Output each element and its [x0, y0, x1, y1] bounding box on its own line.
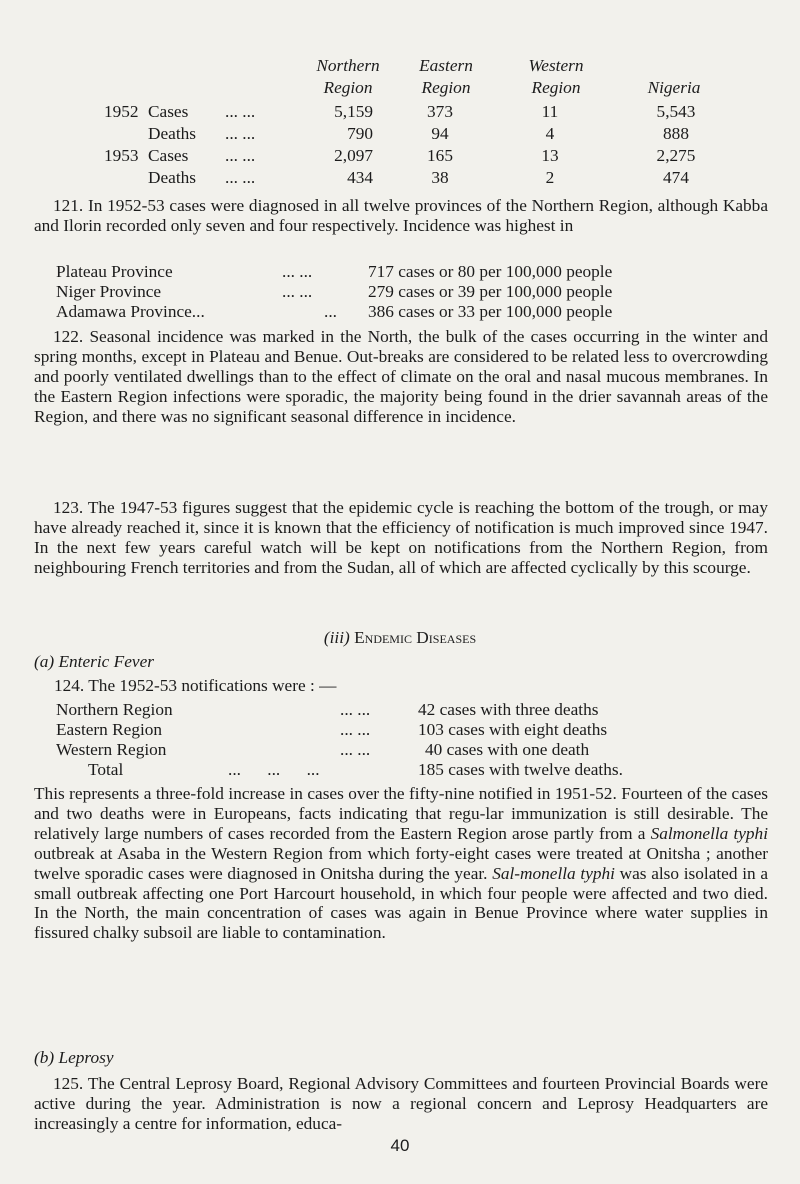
section-heading-title: Endemic Diseases [354, 628, 477, 647]
list-item [0, 302, 800, 322]
paragraph-125 [34, 1074, 768, 1134]
cell-western: 13 [541, 146, 559, 165]
paragraph-124-body [34, 784, 768, 943]
row-label: Cases [148, 146, 189, 165]
province-leader-dots: ... ... [282, 262, 313, 281]
row-leader-dots: ... ... [225, 146, 256, 165]
cell-eastern: 38 [431, 168, 449, 187]
row-leader-dots: ... ... [225, 102, 256, 121]
region-stat: 185 cases with twelve deaths. [418, 760, 623, 779]
col-header-western-line1: Western [528, 56, 584, 75]
row-leader-dots: ... ... [225, 124, 256, 143]
province-leader-dots: ... ... [282, 282, 313, 301]
organism-name: Salmonella typhi [650, 823, 769, 843]
list-item [0, 262, 800, 282]
paragraph-121-text: 121. In 1952-53 cases were diagnosed in all twelve provinces of the Northern Region, although Kabba and Ilorin recorded only seven and four respectively. Incidence was highest in [34, 196, 768, 235]
section-heading [0, 628, 800, 648]
subsection-b-title: Leprosy [58, 1048, 114, 1067]
cell-eastern: 165 [427, 146, 453, 165]
row-label: Deaths [148, 168, 196, 187]
province-stat: 386 cases or 33 per 100,000 people [368, 302, 613, 321]
cell-northern: 2,097 [334, 146, 373, 165]
list-item [0, 700, 800, 720]
cell-northern: 5,159 [334, 102, 373, 121]
table-row [0, 146, 800, 166]
cell-northern: 434 [347, 168, 373, 187]
cell-nigeria: 2,275 [656, 146, 696, 165]
region-stat: 42 cases with three deaths [418, 700, 599, 719]
list-item [0, 720, 800, 740]
cell-eastern: 94 [431, 124, 449, 143]
region-stat: 40 cases with one death [425, 740, 590, 759]
col-header-western-line2: Region [531, 78, 581, 97]
region-leader-dots: ... ... [340, 720, 371, 739]
province-stat: 279 cases or 39 per 100,000 people [368, 282, 613, 301]
subsection-heading-a [34, 652, 154, 672]
paragraph-121 [34, 196, 768, 236]
cell-nigeria: 888 [663, 124, 689, 143]
province-name: Plateau Province [56, 262, 173, 281]
province-name: Adamawa Province... [56, 302, 205, 321]
col-header-eastern-line1: Eastern [419, 56, 473, 75]
page-number: 40 [390, 1136, 410, 1155]
paragraph-125-text: 125. The Central Leprosy Board, Regional Advisory Committees and fourteen Provincial Boards were active during the year. Administration is now a regional concern and Leprosy Headquarters are increasingly a centre for information, educa- [34, 1074, 768, 1133]
region-name: Western Region [56, 740, 167, 759]
region-leader-dots: ... ... ... [228, 760, 320, 779]
col-header-northern-line1: Northern [316, 56, 380, 75]
row-year: 1952 [104, 102, 139, 121]
cell-western: 2 [545, 168, 555, 187]
paragraph-122-text: 122. Seasonal incidence was marked in the North, the bulk of the cases occurring in the winter and spring months, except in Plateau and Benue. Out-breaks are considered to be related less to overcrowding and poorly ventilated dwellings than to the effect of climate on the oral and nasal mucous membranes. In the Eastern Region infections were sporadic, the majority being found in the drier savannah areas of the Region, and there was no significant seasonal difference in incidence. [34, 327, 768, 426]
cell-western: 11 [541, 102, 559, 121]
table-row [0, 124, 800, 144]
paragraph-124-intro: 124. The 1952-53 notifications were : — [54, 676, 337, 695]
region-name: Northern Region [56, 700, 173, 719]
col-header-eastern-line2: Region [421, 78, 471, 97]
paragraph-123 [34, 498, 768, 578]
cell-nigeria: 474 [663, 168, 689, 187]
province-leader-dots: ... [324, 302, 337, 321]
cell-eastern: 373 [427, 102, 453, 121]
col-header-northern-line2: Region [323, 78, 373, 97]
paragraph-124-part1: This represents a three-fold increase in cases over the fifty-nine notified in 1951-52. Fourteen of the cases and two deaths were in Europeans, facts indicating that regu-lar immunization is still desirable. The relatively large numbers of cases recorded from the Eastern Region arose partly from a [34, 784, 768, 843]
organism-name: Sal-monella typhi [492, 863, 615, 883]
paragraph-124-part2: outbreak at Asaba in the Western Region from which forty-eight cases were treated at Onitsha ; another twelve sporadic cases were diagnosed in Onitsha during the year. [34, 843, 768, 883]
cell-northern: 790 [347, 124, 373, 143]
row-leader-dots: ... ... [225, 168, 256, 187]
list-item [0, 740, 800, 760]
subsection-heading-b [34, 1048, 114, 1068]
subsection-b-label: (b) [34, 1048, 55, 1067]
cell-western: 4 [545, 124, 555, 143]
cell-nigeria: 5,543 [656, 102, 696, 121]
region-stat: 103 cases with eight deaths [418, 720, 608, 739]
region-leader-dots: ... ... [340, 740, 371, 759]
paragraph-124-part3: was also isolated in a small outbreak affecting one Port Harcourt household, in which four people were affected and two died. In the North, the main concentration of cases was again in Benue Province where water supplies in fissured chalky subsoil are liable to contamination. [34, 863, 768, 943]
row-label: Deaths [148, 124, 196, 143]
row-label: Cases [148, 102, 189, 121]
province-name: Niger Province [56, 282, 162, 301]
row-year: 1953 [104, 146, 139, 165]
paragraph-122 [34, 327, 768, 427]
table-row [0, 102, 800, 122]
list-item [0, 760, 800, 780]
region-name: Eastern Region [56, 720, 163, 739]
region-leader-dots: ... ... [340, 700, 371, 719]
subsection-a-title: Enteric Fever [58, 652, 154, 671]
subsection-a-label: (a) [34, 652, 55, 671]
paragraph-123-text: 123. The 1947-53 figures suggest that the epidemic cycle is reaching the bottom of the trough, or may have already reached it, since it is known that the efficiency of notification is much improved since 1947. In the next few years careful watch will be kept on notifications from the Northern Region, from neighbouring French territories and from the Sudan, all of which are affected cyclically by this scourge. [34, 498, 768, 577]
col-header-nigeria-line2: Nigeria [647, 78, 701, 97]
region-name: Total [88, 760, 124, 779]
table-row [0, 168, 800, 188]
section-heading-number: (iii) [323, 628, 350, 647]
list-item [0, 282, 800, 302]
province-stat: 717 cases or 80 per 100,000 people [368, 262, 613, 281]
